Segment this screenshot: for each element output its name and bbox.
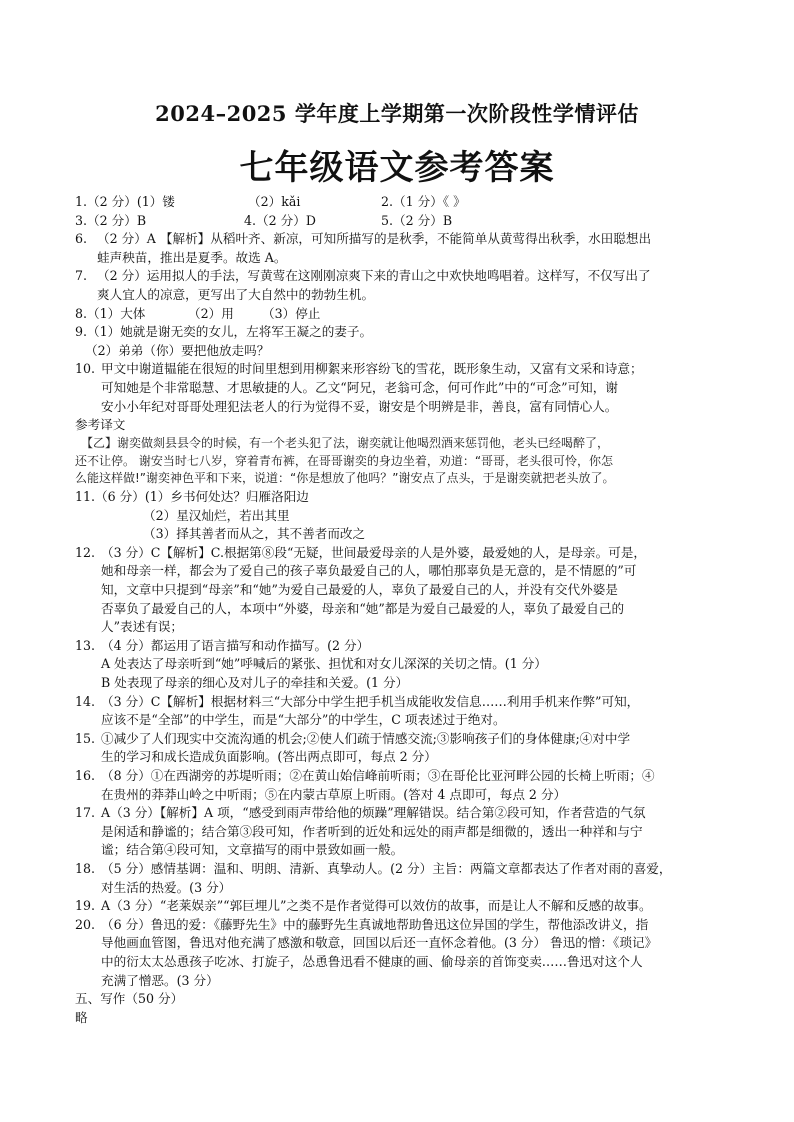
answer-line: 可知她是个非常聪慧、才思敏捷的人。乙文“阿兄，老翁可念，何可作此”中的“可念”可知，谢 (101, 379, 618, 395)
answer-line: 是闲适和静谧的；结合第③段可知，作者听到的近处和远处的雨声都是细微的，透出一种祥和与宁 (101, 823, 643, 839)
answer-q17 (75, 804, 725, 860)
answer-line: 安小小年纪对哥哥处理犯法老人的行为觉得不妥，谢安是个明辨是非，善良，富有同情心人。 (101, 398, 618, 414)
answer-line: 爽人宜人的凉意，更写出了大自然中的勃勃生机。 (97, 286, 375, 302)
answer-q20 (75, 916, 725, 990)
answer-q9 (75, 323, 725, 360)
question-number: 19. (75, 898, 96, 914)
answer-line: 在贵州的莽莽山岭之中听雨；⑤在内蒙古草原上听雨。(答对 4 点即可，每点 2 分） (101, 786, 567, 802)
answer-line: 应该不是“全部”的中学生，而是“大部分”的中学生，C 项表述过于绝对。 (101, 712, 506, 728)
section-heading: 五、写作（50 分） (75, 991, 184, 1007)
answer-q8-part1: 8.（1）大体 (75, 305, 146, 321)
translation-heading: 参考译文 (75, 417, 126, 433)
answer-line: A 处表达了母亲听到“她”呼喊后的紧张、担忧和对女儿深深的关切之情。(1 分） (101, 656, 547, 672)
question-number: 7. (75, 268, 88, 284)
section-answer: 略 (75, 1009, 88, 1025)
answer-line: 蛙声秧苗，推出是夏季。故选 A。 (97, 249, 287, 265)
question-number: 6. (75, 231, 88, 247)
answer-line: 生的学习和成长造成负面影响。(答出两点即可，每点 2 分） (101, 749, 437, 765)
answer-line: 对生活的热爱。(3 分） (101, 879, 232, 895)
answer-line: 谧；结合第④段可知，文章描写的雨中景致如画一般。 (101, 842, 404, 858)
answer-line: 9.（1）她就是谢无奕的女儿，左将军王凝之的妻子。 (75, 324, 373, 340)
translation-line: 么能这样做!”谢奕神色平和下来，说道：“你是想放了他吗？”谢安点了点头，于是谢奕就把老头放了。 (75, 471, 615, 486)
answer-line: 知，文章中只提到“母亲”和“她”为爱自己最爱的人，辜负了最爱自己的人，并没有交代外婆是 (101, 582, 618, 598)
answer-line: （3 分）C【解析】C.根据第⑧段“无疑，世间最爱母亲的人是外婆，最爱她的人，是母亲。可是， (101, 544, 647, 560)
answer-key-title: 七年级语文参考答案 (239, 148, 555, 188)
answer-q18 (75, 860, 725, 897)
question-number: 18. (75, 860, 96, 876)
answer-line: （2）星汉灿烂，若出其里 (143, 507, 290, 523)
question-number: 15. (75, 730, 96, 746)
answer-q3: 3.（2 分）B (75, 212, 147, 228)
answer-line: 她和母亲一样，都会为了爱自己的孩子辜负最爱自己的人，哪怕那辜负是无意的，是不情愿的”可 (101, 563, 637, 579)
translation-line: 还不让停。 谢安当时七八岁，穿着青布裤，在哥哥谢奕的身边坐着，劝道：“哥哥，老头很可怜，你怎 (75, 453, 614, 468)
answer-line: （3）择其善者而从之，其不善者而改之 (143, 526, 366, 542)
answer-q1-part1: 1.（2 分）(1）镂 (75, 194, 175, 209)
answer-line: （3 分）C【解析】根据材料三“大部分中学生把手机当成能收发信息……利用手机来作弊”可知， (101, 693, 640, 709)
answer-q8 (75, 305, 725, 324)
answer-line: B 处表现了母亲的细心及对儿子的牵挂和关爱。(1 分） (101, 675, 409, 691)
question-number: 13. (75, 637, 96, 653)
question-number: 16. (75, 768, 96, 784)
question-number: 10. (75, 361, 96, 377)
exam-title: 2024–2025 学年度上学期第一次阶段性学情评估 (155, 101, 639, 126)
answer-q10 (75, 360, 725, 416)
answer-q16 (75, 767, 725, 804)
reference-translation (75, 416, 725, 488)
answer-line: （2 分）A 【解析】从稻叶齐、新凉，可知所描写的是秋季，不能简单从黄莺得出秋季，水田聪想出 (97, 231, 652, 247)
answer-line: 导他画血管图，鲁迅对他充满了感激和敬意，回国以后还一直怀念着他。(3 分） 鲁迅的憎：《琐记》 (101, 935, 658, 951)
question-number: 12. (75, 544, 96, 560)
writing-section (75, 990, 725, 1027)
answer-line: （5 分）感情基调：温和、明朗、清新、真挚动人。(2 分）主旨：两篇文章都表达了作者对雨的喜爱， (101, 860, 672, 876)
answer-line: A（3 分）【解析】A 项，“感受到雨声带给他的烦躁”理解错误。结合第②段可知，作者营造的气氛 (101, 805, 646, 821)
answer-line: （2 分）运用拟人的手法，写黄莺在这刚刚凉爽下来的青山之中欢快地鸣唱着。这样写，不仅写出了 (97, 268, 651, 284)
answer-q1-part2: （2）kǎi (248, 194, 301, 209)
answer-q5: 5.（2 分）B (381, 212, 453, 228)
answer-q6 (75, 230, 725, 267)
answer-q15 (75, 730, 725, 767)
question-number: 17. (75, 805, 96, 821)
answer-q7 (75, 267, 725, 304)
translation-line: 【乙】谢奕做剡县县令的时候，有一个老头犯了法，谢奕就让他喝烈酒来惩罚他，老头已经喝醉了， (75, 435, 610, 450)
answer-q8-part3: （3）停止 (262, 305, 321, 321)
answer-row-1-2 (75, 193, 725, 212)
answer-q11 (75, 488, 725, 544)
answer-line: 否辜负了最爱自己的人，本项中“外婆，母亲和“她”都是为爱自己最爱的人，辜负了最爱自己的 (101, 600, 625, 616)
answer-line: 11.（6 分）(1）乡书何处达？归雁洛阳边 (75, 489, 309, 505)
answer-line: ①减少了人们现实中交流沟通的机会;②使人们疏于情感交流;③影响孩子们的身体健康;④对中学 (101, 730, 631, 746)
question-number: 20. (75, 916, 96, 932)
answer-row-3-5 (75, 212, 725, 231)
answer-line: （8 分）①在西湖旁的苏堤听雨；②在黄山始信峰前听雨；③在哥伦比亚河畔公园的长椅上听雨；④ (101, 768, 655, 784)
answer-line: 甲文中谢道韫能在很短的时间里想到用柳絮来形容纷飞的雪花，既形象生动，又富有文采和诗意； (101, 361, 643, 377)
answer-line: （6 分）鲁迅的爱：《藤野先生》中的藤野先生真诚地帮助鲁迅这位异国的学生，帮他添改讲义，指 (101, 916, 649, 932)
answer-line: 人”表述有误； (101, 619, 184, 635)
answer-q2: 2.（1 分）《 》 (381, 194, 466, 209)
question-number: 14. (75, 693, 96, 709)
answer-line: 充满了憎恶。(3 分） (101, 972, 219, 988)
answer-line: A（3 分）“老莱娱亲”“郭巨埋儿”之类不是作者觉得可以效仿的故事，而是让人不解和反感的故事。 (101, 898, 652, 914)
answer-q14 (75, 693, 725, 730)
answer-list (75, 193, 725, 1027)
answer-q12 (75, 544, 725, 637)
answer-q19 (75, 897, 725, 916)
answer-line: （2）弟弟（你）要把他放走吗？ (85, 342, 270, 358)
answer-line: 中的衍太太怂恿孩子吃冰、打旋子，怂恿鲁迅看不健康的画、偷母亲的首饰变卖……鲁迅对这个人 (101, 953, 643, 969)
answer-line: （4 分）都运用了语言描写和动作描写。(2 分） (101, 637, 370, 653)
answer-q13 (75, 637, 725, 693)
answer-q8-part2: （2）用 (188, 305, 234, 321)
answer-q4: 4.（2 分）D (244, 212, 316, 228)
